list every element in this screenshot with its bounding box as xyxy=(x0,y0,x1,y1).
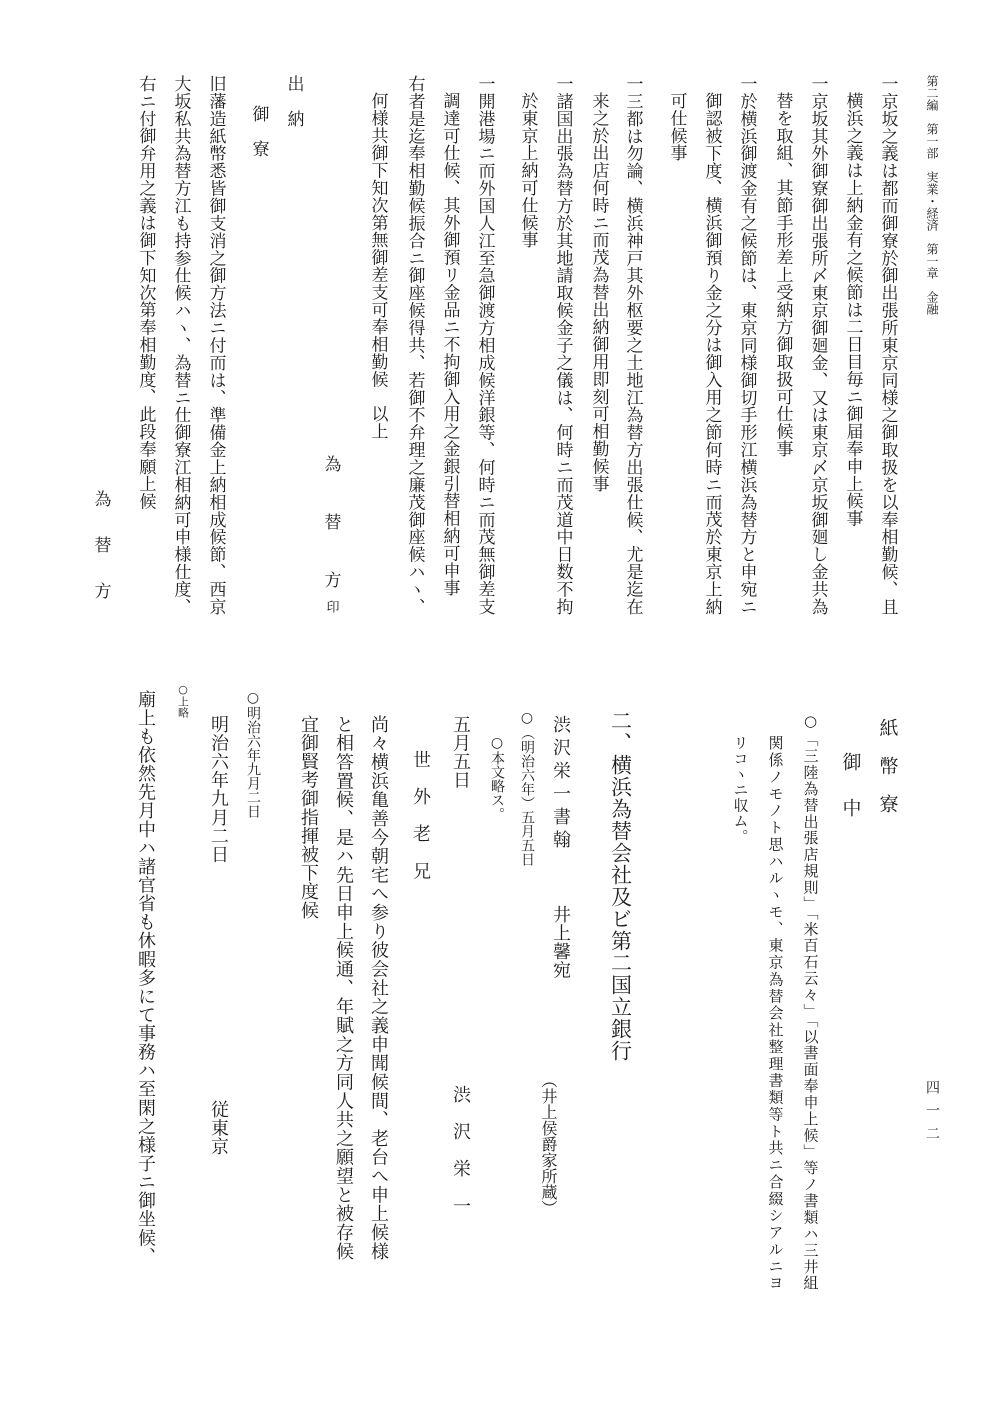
letter-date-note: ○明治六年九月二日 xyxy=(245,690,261,818)
petition-article-line: 調達可仕候、其外御預リ金品ニ不拘御入用之金銀引替相納可申事 xyxy=(439,92,460,597)
second-request-line: 旧藩造紙幣悉皆御支消之御方法ニ付而は、準備金上納相成候節、西京 xyxy=(205,75,226,615)
recipient-office: 御 寮 xyxy=(248,105,269,158)
letter-date: 明治六年九月二日 xyxy=(208,715,229,864)
second-request-recipient: 紙 幣 寮 xyxy=(876,718,899,813)
letter-postscript-line: 尚々横浜亀善今朝宅へ参り彼会社之義申聞候間、老台へ申上候様 xyxy=(368,715,389,1260)
letter-sender: 渋 沢 栄 一 xyxy=(450,1085,471,1216)
petition-article-line: 一開港場ニ而外国人江至急御渡方相成候洋銀等、何時ニ而茂無御差支 xyxy=(474,75,495,615)
second-request-line: 大坂私共為替方江も持参仕候ハヽ、為替ニ仕御寮江相納可申様仕度、 xyxy=(170,75,191,615)
letter-date-note: ○（明治六年）五月五日 xyxy=(519,710,535,866)
letter-provenance: （井上侯爵家所蔵） xyxy=(539,1072,558,1216)
petition-article-line: 来之於出店何時ニ而茂為替出納御用即刻可相勤候事 xyxy=(588,92,609,493)
letter-origin: 従東京 xyxy=(208,1100,229,1156)
signer-name: 為 替 方 xyxy=(320,455,341,600)
editor-note-line: リコヽニ収ム。 xyxy=(731,735,750,845)
letter-addressee: 井上馨宛 xyxy=(550,905,571,980)
petition-article-line: 横浜之義は上納金有之候節は二日目毎ニ御届奉申上候事 xyxy=(842,92,863,527)
page-number: 四一二 xyxy=(924,1080,940,1149)
letter-date: 五月五日 xyxy=(450,715,471,790)
letter-postscript-line: と相答置候、是ハ先日申上候通、年賦之方同人共之願望と被存候 xyxy=(333,715,354,1260)
editor-note-line: 関係ノモノト思ハルヽモ、東京為替会社整理書類等ト共ニ合綴シアルニヨ xyxy=(766,735,785,1290)
petition-article-line: 一諸国出張為替方於其地請取候金子之儀は、何時ニ而茂道中日数不拘 xyxy=(552,75,573,615)
editor-note-line: ○「三陸為替出張店規則」「米百石云々」「以書面奉申上候」等ノ書類ハ三井組 xyxy=(801,712,820,1290)
section-heading: 二、横浜為替会社及ビ第二国立銀行 xyxy=(608,710,633,1062)
recipient-department: 出 納 xyxy=(283,75,304,128)
petition-article-line: 可仕候事 xyxy=(666,92,687,162)
running-head: 第二編 第一部 実業・経済 第一章 金融 xyxy=(925,75,939,315)
petition-signature xyxy=(322,455,339,613)
omission-note: ○上略 xyxy=(176,683,190,718)
second-request-line: 右ニ付御弁用之義は御下知次第奉相勤度、此段奉願上候 xyxy=(135,75,156,510)
petition-article-line: 一京坂其外御寮御出張所〆東京御廻金、又は東京〆京坂御廻し金共為 xyxy=(807,75,828,615)
letter-recipient: 世 外 老 兄 xyxy=(410,750,431,881)
letter-postscript-line: 宜御賢考御指揮被下度候 xyxy=(298,715,319,920)
petition-article-line: 何様共御下知次第無御差支可奉相勤候 以上 xyxy=(367,92,388,440)
second-request-signer: 為 替 方 xyxy=(90,490,111,605)
petition-article-line: 一於横浜御渡金有之候節は、東京同様御切手形江横浜為替方と申宛ニ xyxy=(736,75,757,615)
petition-article-line: 一京坂之義は都而御寮於御出張所東京同様之御取扱を以奉相勤候、且 xyxy=(877,75,898,615)
petition-article-line: 於東京上納可仕候事 xyxy=(517,92,538,249)
omission-note: ○本文略ス。 xyxy=(489,735,505,821)
petition-article-line: 一三都は勿論、横浜神戸其外枢要之土地江為替方出張仕候、尤是迄在 xyxy=(622,75,643,615)
petition-article-line: 右者是迄奉相勤候振合ニ御座候得共、若御不弁理之廉茂御座候ハヽ、 xyxy=(404,75,425,615)
letter-title: 渋沢栄一書翰 xyxy=(550,715,571,853)
letter-body-line: 廟上も依然先月中ハ諸官省も休暇多にて事務ハ至閑之様子ニ御坐候、 xyxy=(135,690,156,1265)
petition-article-line: 御認被下度、横浜御預り金之分は御入用之節何時ニ而茂於東京上納 xyxy=(701,92,722,615)
recipient-honorific: 御 中 xyxy=(839,752,862,821)
petition-article-line: 替を取組、其節手形差上受納方御取扱可仕候事 xyxy=(772,92,793,458)
seal-mark: 印 xyxy=(323,600,339,613)
